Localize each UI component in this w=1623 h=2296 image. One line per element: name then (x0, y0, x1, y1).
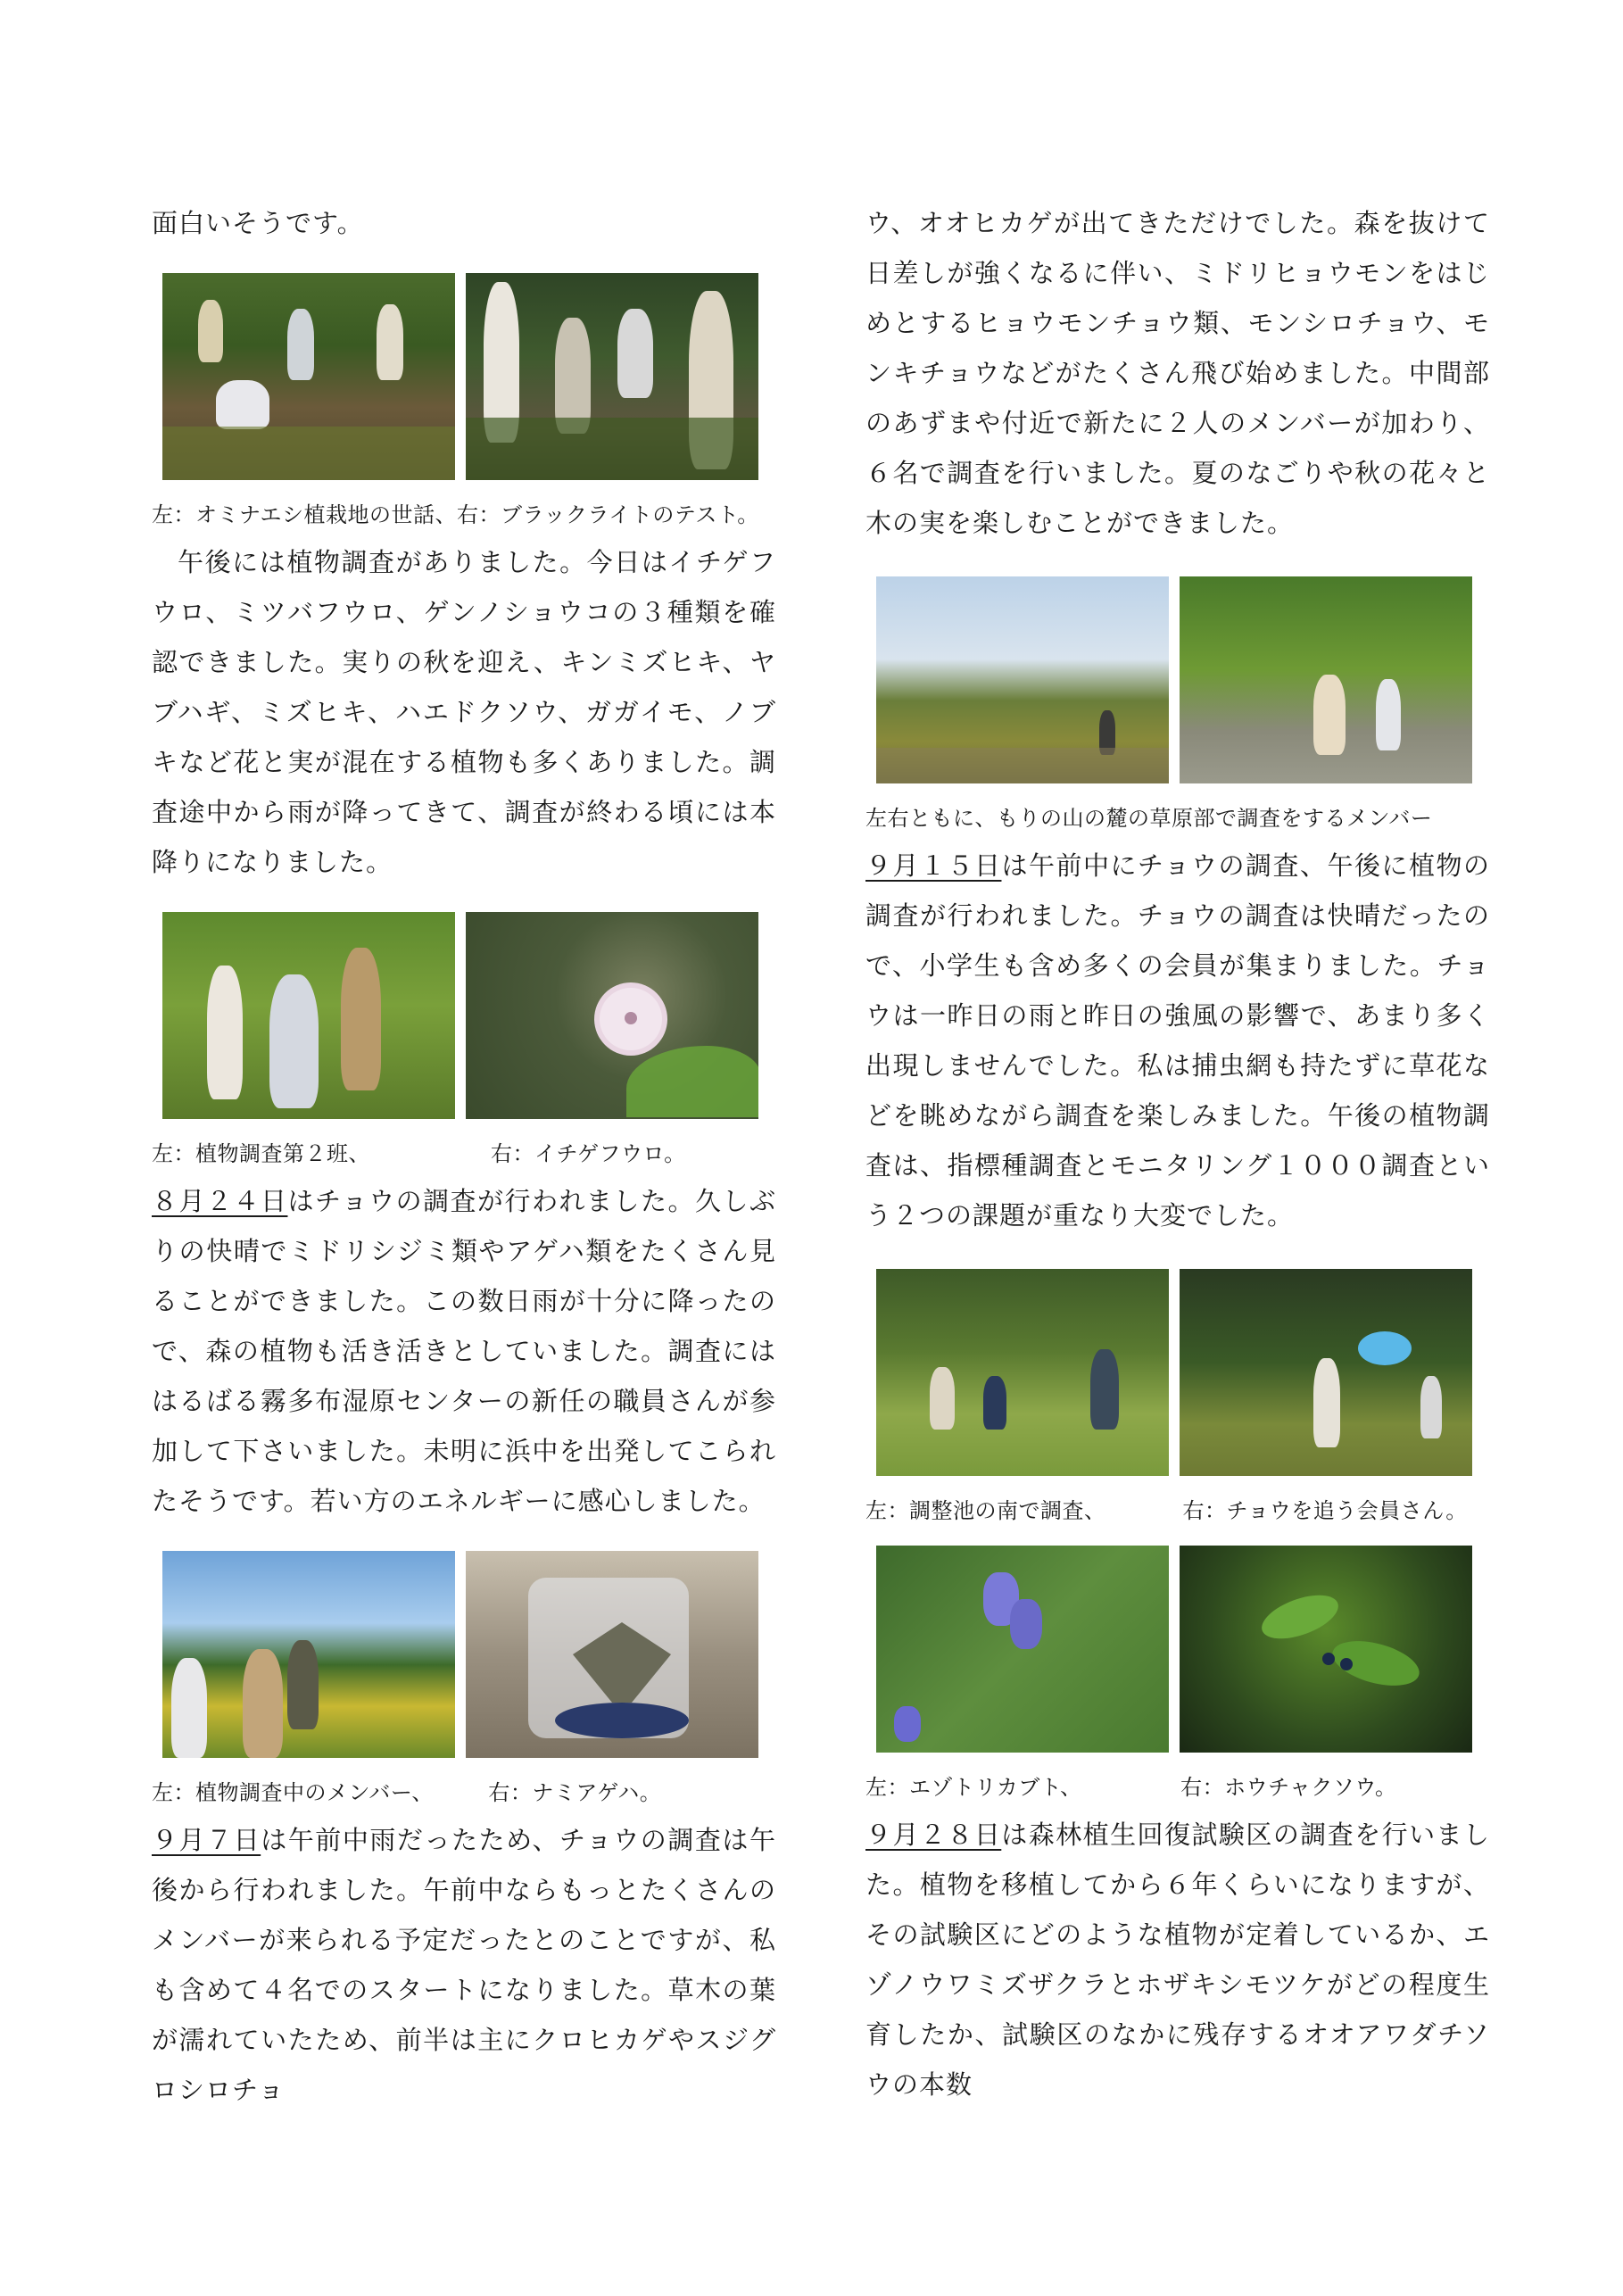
photo-blacklight-test (466, 273, 758, 480)
photo-row (162, 1551, 776, 1758)
photo-caption: 左：オミナエシ植栽地の世話、右：ブラックライトのテスト。 (152, 502, 759, 527)
paragraph: ８月２４日はチョウの調査が行われました。久しぶりの快晴でミドリシジミ類やアゲハ類をたくさん見ることができました。この数日雨が十分に降ったので、森の植物も活き活きとしていました。調査にははるばる霧多布湿原センターの新任の職員さんが参加して下さいました。未明に浜中を出発してこられたそうです。若い方のエネルギーに感心しました。 (152, 1186, 776, 1516)
date-label: ９月１５日 (865, 850, 1002, 881)
photo-pond-south-survey (876, 1269, 1169, 1476)
photo-butterfly-chase (1180, 1269, 1472, 1476)
photo-nami-ageha (466, 1551, 758, 1758)
photo-meadow-survey-right (1180, 576, 1472, 783)
photo-meadow-survey-left (876, 576, 1169, 783)
photo-caption: 左：植物調査中のメンバー、 右：ナミアゲハ。 (152, 1780, 662, 1805)
right-column (865, 198, 1490, 2110)
paragraph: ９月２８日は森林植生回復試験区の調査を行いました。植物を移植してから６年くらいになりますが、その試験区にどのような植物が定着しているか、エゾノウワミズザクラとホザキシモツケがどの程度生育したか、試験区のなかに残存するオオアワダチソウの本数 (865, 1819, 1490, 2100)
left-column (152, 198, 776, 2115)
paragraph: ９月７日は午前中雨だったため、チョウの調査は午後から行われました。午前中ならもっとたくさんのメンバーが来られる予定だったとのことですが、私も含めて４名でのスタートになりました。草木の葉が濡れていたため、前半は主にクロヒカゲやスジグロシロチョ (152, 1825, 776, 2105)
photo-row (876, 576, 1490, 783)
photo-ominaeshi-care (162, 273, 455, 480)
date-label: ９月７日 (152, 1825, 261, 1855)
date-label: ８月２４日 (152, 1186, 288, 1216)
paragraph: 面白いそうです。 (152, 208, 364, 238)
photo-caption: 左右ともに、もりの山の麓の草原部で調査をするメンバー (865, 806, 1433, 831)
photo-row (162, 912, 776, 1119)
photo-caption: 左：調整池の南で調査、 右：チョウを追う会員さん。 (865, 1498, 1468, 1523)
paragraph: ウ、オオヒカゲが出てきただけでした。森を抜けて日差しが強くなるに伴い、ミドリヒョウモンをはじめとするヒョウモンチョウ類、モンシロチョウ、モンキチョウなどがたくさん飛び始めました。中間部のあずまや付近で新たに２人のメンバーが加わり、６名で調査を行いました。夏のなごりや秋の花々と木の実を楽しむことができました。 (865, 208, 1490, 538)
photo-ezotorikabuto (876, 1546, 1169, 1753)
photo-plant-survey-members (162, 1551, 455, 1758)
paragraph: ９月１５日は午前中にチョウの調査、午後に植物の調査が行われました。チョウの調査は快晴だったので、小学生も含め多くの会員が集まりました。チョウは一昨日の雨と昨日の強風の影響で、あまり多く出現しませんでした。私は捕虫網も持たずに草花などを眺めながら調査を楽しみました。午後の植物調査は、指標種調査とモニタリング１０００調査という２つの課題が重なり大変でした。 (865, 850, 1490, 1231)
photo-caption: 左：植物調査第２班、 右：イチゲフウロ。 (152, 1141, 686, 1166)
photo-row (876, 1269, 1490, 1476)
photo-caption: 左：エゾトリカブト、 右：ホウチャクソウ。 (865, 1775, 1397, 1800)
photo-ichigefuro (466, 912, 758, 1119)
photo-row (162, 273, 776, 480)
paragraph: 午後には植物調査がありました。今日はイチゲフウロ、ミツバフウロ、ゲンノショウコの３種類を確認できました。実りの秋を迎え、キンミズヒキ、ヤブハギ、ミズヒキ、ハエドクソウ、ガガイモ、ノブキなど花と実が混在する植物も多くありました。調査途中から雨が降ってきて、調査が終わる頃には本降りになりました。 (152, 547, 776, 877)
photo-houchakusou (1180, 1546, 1472, 1753)
date-label: ９月２８日 (865, 1819, 1002, 1850)
photo-plant-survey-team2 (162, 912, 455, 1119)
photo-row (876, 1546, 1490, 1753)
